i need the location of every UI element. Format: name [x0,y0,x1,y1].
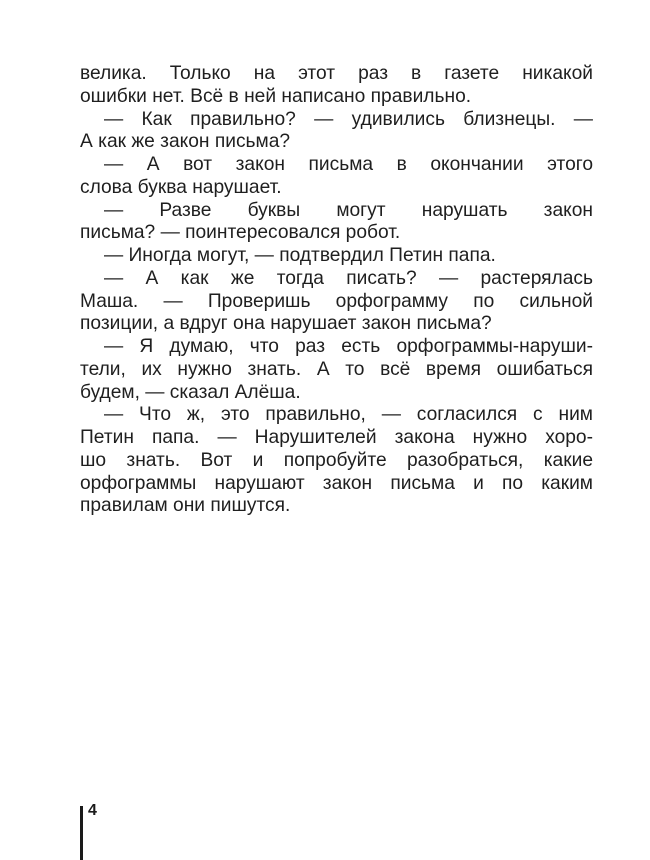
text-line: А как же закон письма? [80,131,291,153]
page-body-text [80,63,593,518]
text-line: правилам они пишутся. [80,495,291,517]
text-line: — А вот закон письма в окончании этого [104,154,593,175]
text-line: — Разве буквы могут нарушать закон [104,199,593,221]
text-line: — А как же тогда писать? — растерялась [104,267,593,289]
text-line: позиции, а вдруг она нарушает закон письма? [80,313,492,335]
text-line: шо знать. Вот и попробуйте разобраться, какие [80,449,593,471]
text-line: будем, — сказал Алёша. [80,381,301,403]
text-line: — Я думаю, что раз есть орфограммы-наруши- [104,336,593,357]
text-line: тели, их нужно знать. А то всё время ошибаться [80,358,593,380]
text-line: — Как правильно? — удивились близнецы. — [104,108,593,130]
text-line: письма? — поинтересовался робот. [80,222,401,244]
text-line: Маша. — Проверишь орфограмму по сильной [80,290,593,312]
text-line: — Иногда могут, — подтвердил Петин папа. [104,245,496,266]
text-line: Петин папа. — Нарушителей закона нужно хоро- [80,427,593,448]
text-line: слова буква нарушает. [80,176,282,198]
text-line: ошибки нет. Всё в ней написано правильно. [80,85,472,107]
page-margin-bar [80,806,83,860]
text-line: велика. Только на этот раз в газете никакой [80,63,593,84]
page-number: 4 [88,802,97,819]
text-line: орфограммы нарушают закон письма и по каким [80,472,593,494]
text-line: — Что ж, это правильно, — согласился с ним [104,404,593,426]
